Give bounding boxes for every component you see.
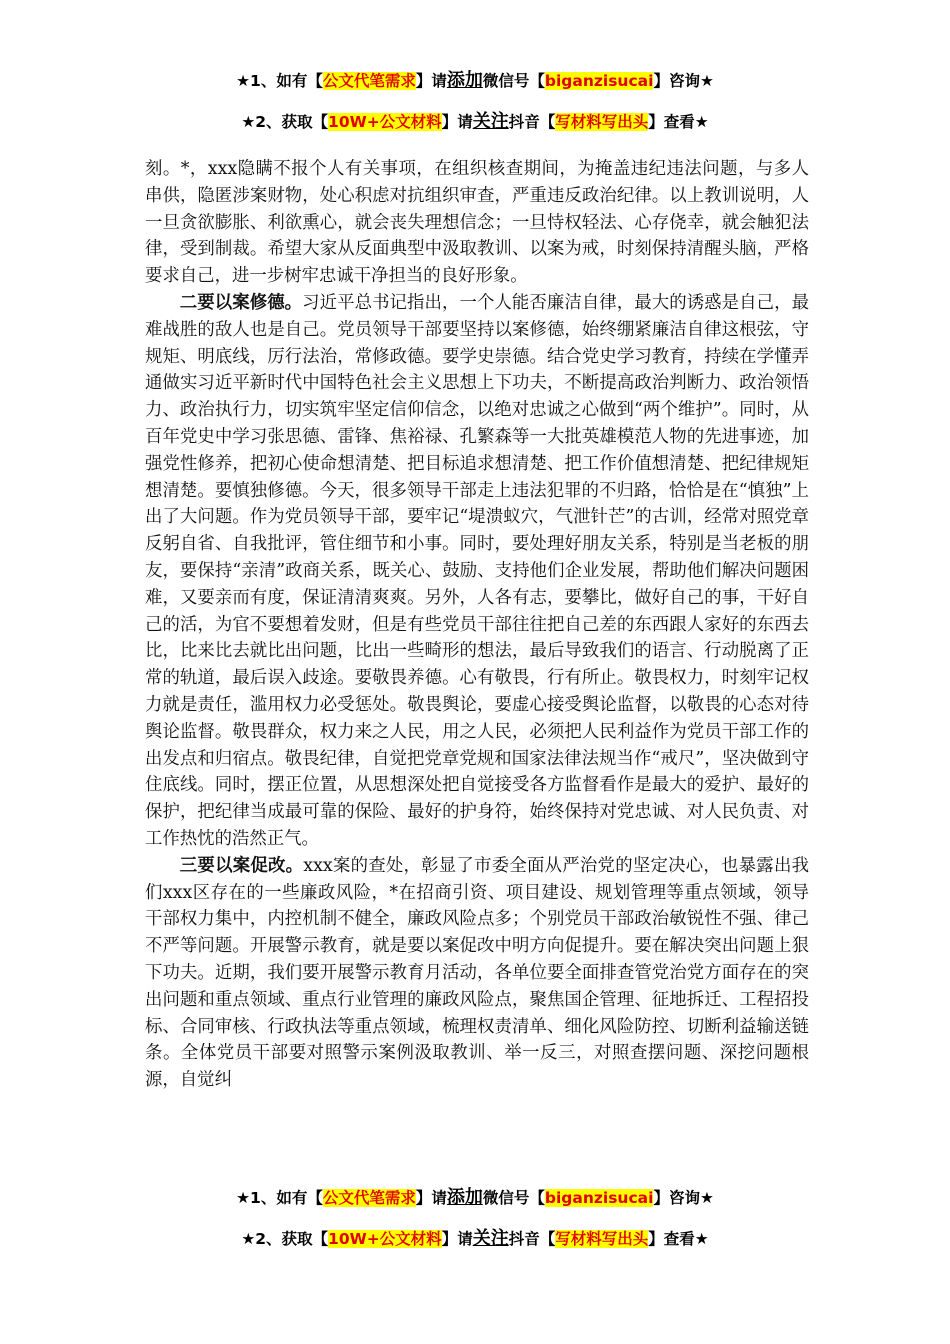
promo-banner-top-line2: ★2、获取【10W+公文材料】请关注抖音【写材料写出头】查看★: [241, 111, 709, 132]
paragraph-3: 三要以案促改。xxx案的查处，彰显了市委全面从严治党的坚定决心，也暴露出我们xxx区存在的一些廉政风险，*在招商引资、项目建设、规划管理等重点领域，领导干部权力集中，内控机制不健全，廉政风险点多；个别党员干部政治敏锐性不强、律己不严等问题。开展警示教育，就是要以案促改中明方向促提升。要在解决突出问题上狠下功夫。近期，我们要开展警示教育月活动，各单位要全面排查管党治党方面存在的突出问题和重点领域、重点行业管理的廉政风险点，聚焦国企管理、征地拆迁、工程招投标、合同审核、行政执法等重点领域，梳理权责清单、细化风险防控、切断利益输送链条。全体党员干部要对照警示案例汲取教训、举一反三，对照查摆问题、深挖问题根源，自觉纠: [145, 855, 809, 1091]
promo-banner-top-line1: ★1、如有【公文代笔需求】请添加微信号【biganzisucai】咨询★: [236, 70, 714, 91]
paragraph-3-heading: 三要以案促改。: [179, 855, 304, 876]
paragraph-continued: 刻。*，xxx隐瞒不报个人有关事项，在组织核查期间，为掩盖违纪违法问题，与多人串供，隐匿涉案财物，处心积虑对抗组织审查，严重违反政治纪律。以上教训说明，人一旦贪欲膨胀、利欲熏心，就会丧失理想信念；一旦恃权轻法、心存侥幸，就会触犯法律，受到制裁。希望大家从反面典型中汲取教训、以案为戒，时刻保持清醒头脑，严格要求自己，进一步树牢忠诚干净担当的良好形象。: [145, 159, 809, 287]
highlight-douyin: 写材料写出头: [555, 1230, 649, 1248]
promo-banner-bottom-line1: ★1、如有【公文代笔需求】请添加微信号【biganzisucai】咨询★: [236, 1187, 714, 1208]
highlight-wechat-id: biganzisucai: [544, 72, 654, 90]
paragraph-2: 二要以案修德。习近平总书记指出，一个人能否廉洁自律，最大的诱惑是自己，最难战胜的敌人也是自己。党员领导干部要坚持以案修德，始终绷紧廉洁自律这根弦，守规矩、明底线，厉行法治，常修政德。要学史崇德。结合党史学习教育，持续在学懂弄通做实习近平新时代中国特色社会主义思想上下功夫，不断提高政治判断力、政治领悟力、政治执行力，切实筑牢坚定信仰信念，以绝对忠诚之心做到“两个维护”。同时，从百年党史中学习张思德、雷锋、焦裕禄、孔繁森等一大批英雄模范人物的先进事迹，加强党性修养，把初心使命想清楚、把目标追求想清楚、把工作价值想清楚、把纪律规矩想清楚。要慎独修德。今天，很多领导干部走上违法犯罪的不归路，恰恰是在“慎独”上出了大问题。作为党员领导干部，要牢记“堤溃蚁穴，气泄针芒”的古训，经常对照党章反躬自省、自我批评，管住细节和小事。同时，要处理好朋友关系，特别是当老板的朋友，要保持“亲清”政商关系，既关心、鼓励、支持他们企业发展，帮助他们解决问题困难，又要亲而有度，保证清清爽爽。另外，人各有志，要攀比，做好自己的事，干好自己的活，为官不要想着发财，但是有些党员干部往往把自己差的东西跟人家好的东西去比，比来比去就比出问题，比出一些畸形的想法，最后导致我们的语言、行动脱离了正常的轨道，最后误入歧途。要敬畏养德。心有敬畏，行有所止。敬畏权力，时刻牢记权力就是责任，滥用权力必受惩处。敬畏舆论，要虚心接受舆论监督，以敬畏的心态对待舆论监督。敬畏群众，权力来之人民，用之人民，必须把人民利益作为党员干部工作的出发点和归宿点。敬畏纪律，自觉把党章党规和国家法律法规当作“戒尺”，坚决做到守住底线。同时，摆正位置，从思想深处把自觉接受各方监督看作是最大的爱护、最好的保护，把纪律当成最可靠的保险、最好的护身符，始终保持对党忠诚、对人民负责、对工作热忱的浩然正气。: [145, 292, 809, 849]
highlight-douyin: 写材料写出头: [555, 113, 649, 131]
highlight-service: 公文代笔需求: [322, 72, 416, 90]
promo-banner-bottom-line2: ★2、获取【10W+公文材料】请关注抖音【写材料写出头】查看★: [241, 1228, 709, 1249]
highlight-materials: 10W+公文材料: [328, 113, 442, 131]
highlight-materials: 10W+公文材料: [328, 1230, 442, 1248]
document-body: [145, 156, 809, 1094]
highlight-wechat-id: biganzisucai: [544, 1189, 654, 1207]
highlight-service: 公文代笔需求: [322, 1189, 416, 1207]
paragraph-2-heading: 二要以案修德。: [179, 292, 303, 313]
